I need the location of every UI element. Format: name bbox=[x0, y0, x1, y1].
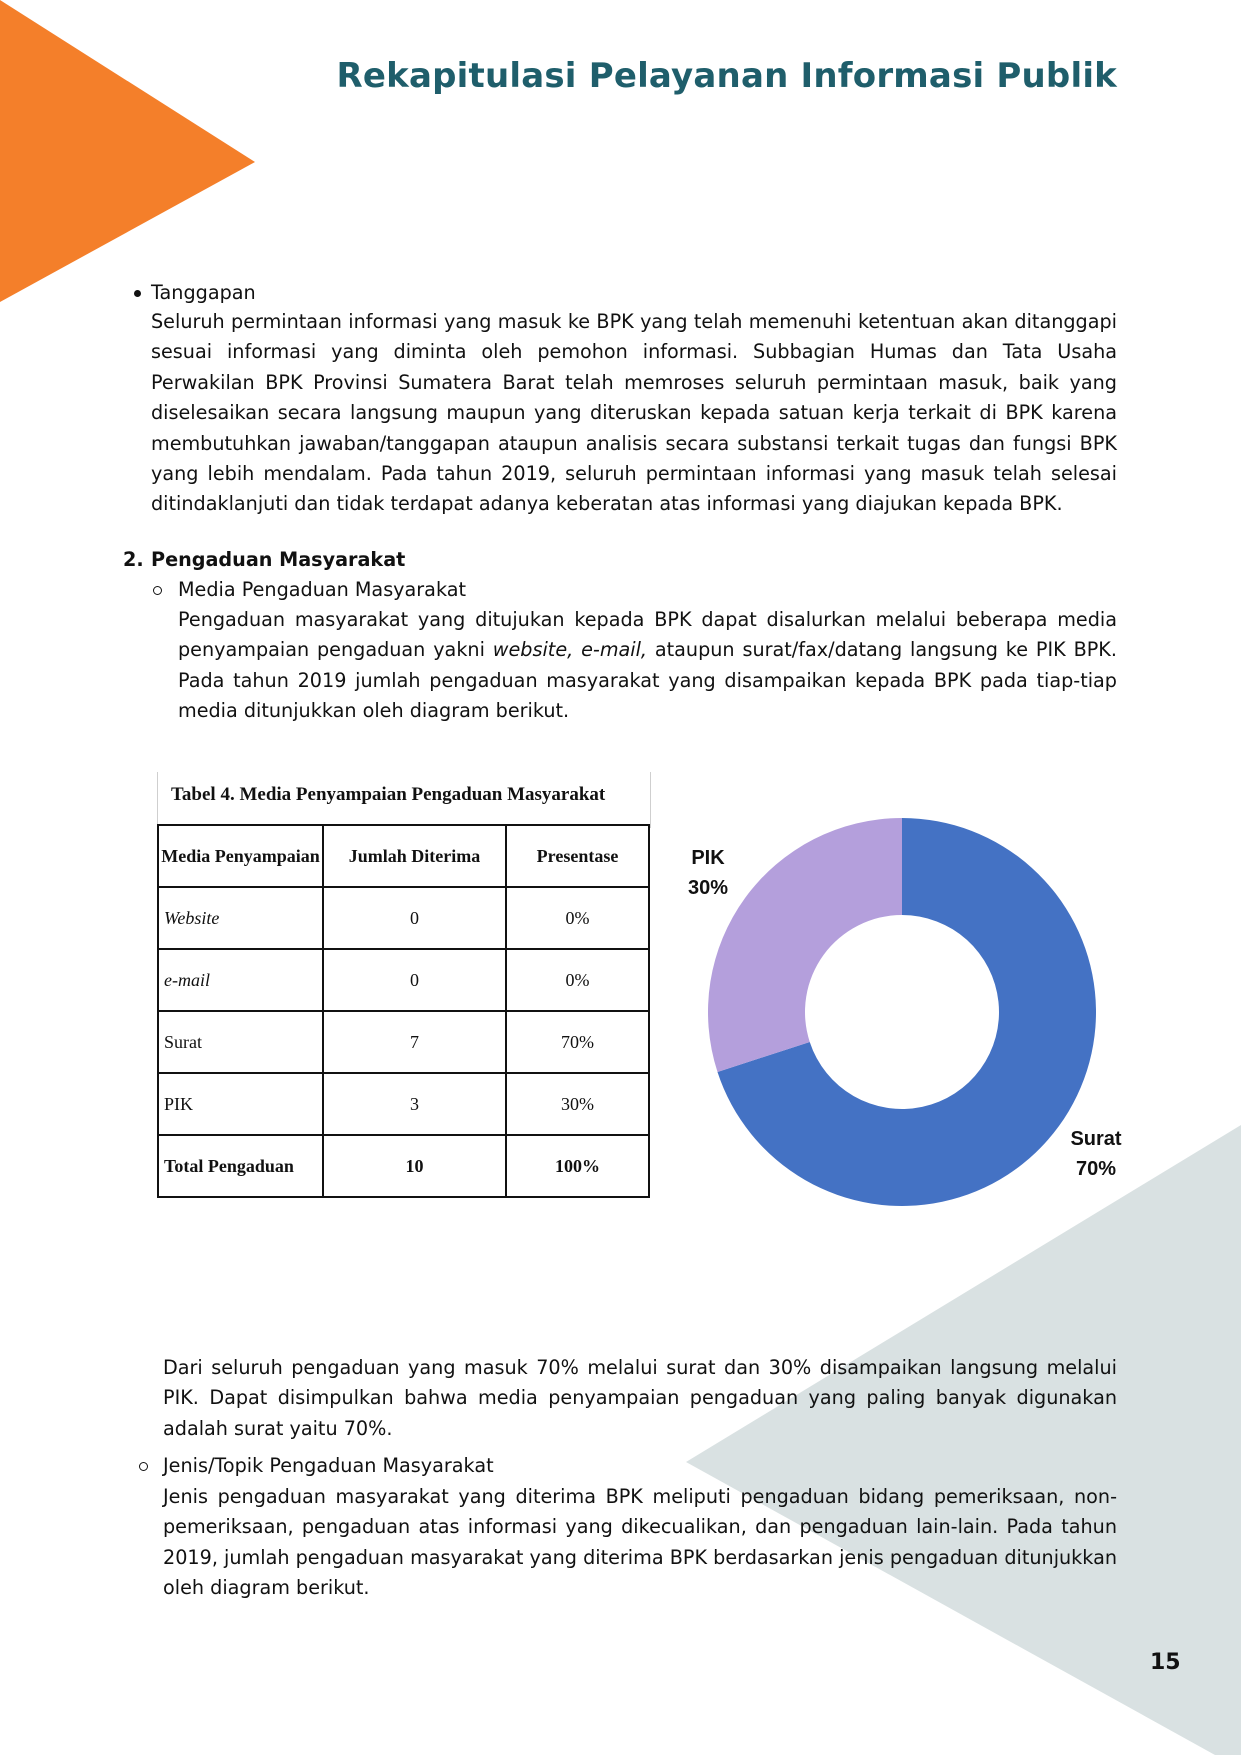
chart-label-pik: PIK 30% bbox=[687, 847, 729, 899]
table-cell: 0 bbox=[323, 949, 506, 1011]
table-cell: 30% bbox=[506, 1073, 649, 1135]
section-heading: Pengaduan Masyarakat bbox=[151, 548, 406, 571]
circle-bullet-icon bbox=[139, 1462, 148, 1471]
table-header-row bbox=[158, 825, 649, 887]
page-number: 15 bbox=[1150, 1650, 1181, 1675]
table-row bbox=[158, 949, 649, 1011]
table-caption: Tabel 4. Media Penyampaian Pengaduan Masyarakat bbox=[171, 784, 606, 805]
table-cell: 7 bbox=[323, 1011, 506, 1073]
table-cell: 0% bbox=[506, 949, 649, 1011]
table-row bbox=[158, 887, 649, 949]
media-heading: Media Pengaduan Masyarakat bbox=[178, 578, 466, 601]
orange-triangle bbox=[0, 0, 255, 302]
table-cell: 70% bbox=[506, 1011, 649, 1073]
table-cell: PIK bbox=[158, 1073, 323, 1135]
media-paragraph-italic: website, e-mail, bbox=[492, 638, 648, 662]
figure-border bbox=[157, 772, 158, 828]
table-cell: e-mail bbox=[158, 949, 323, 1011]
table-cell: 3 bbox=[323, 1073, 506, 1135]
media-paragraph-start: Pengaduan masyarakat yang ditujukan kepada BPK dapat disalurkan melalui beberapa media penyampaian pengaduan yakni bbox=[178, 608, 1117, 662]
table-cell: 0 bbox=[323, 887, 506, 949]
table-cell: 100% bbox=[506, 1135, 649, 1197]
table-total-row bbox=[158, 1135, 649, 1197]
table-cell: 10 bbox=[323, 1135, 506, 1197]
table-cell: Total Pengaduan bbox=[158, 1135, 323, 1197]
donut-slice-pik bbox=[708, 818, 902, 1072]
table-cell: 0% bbox=[506, 887, 649, 949]
tanggapan-paragraph: Seluruh permintaan informasi yang masuk ke BPK yang telah memenuhi ketentuan akan ditanggapi sesuai informasi yang diminta oleh pemohon informasi. Subbagian Humas dan Tata Usaha Perwakilan BPK Provinsi Sumatera Barat telah memroses seluruh permintaan masuk, baik yang diselesaikan secara langsung maupun yang diteruskan kepada satuan kerja terkait di BPK karena membutuhkan jawaban/tanggapan ataupun analisis secara substansi terkait tugas dan fungsi BPK yang lebih mendalam. Pada tahun 2019, seluruh permintaan informasi yang masuk telah selesai ditindaklanjuti dan tidak terdapat adanya keberatan atas informasi yang diajukan kepada BPK. bbox=[151, 310, 1117, 516]
media-paragraph-end: ataupun surat/fax/datang langsung ke PIK BPK. Pada tahun 2019 jumlah pengaduan masyarakat yang disampaikan kepada BPK pada tiap-tiap media ditunjukkan oleh diagram berikut. bbox=[178, 638, 1117, 723]
table-header-cell: Presentase bbox=[506, 825, 649, 887]
table-cell: Website bbox=[158, 887, 323, 949]
jenis-paragraph: Jenis pengaduan masyarakat yang diterima BPK meliputi pengaduan bidang pemeriksaan, non-pemeriksaan, pengaduan atas informasi yang dikecualikan, dan pengaduan lain-lain. Pada tahun 2019, jumlah pengaduan masyarakat yang diterima BPK berdasarkan jenis pengaduan ditunjukkan oleh diagram berikut. bbox=[163, 1485, 1117, 1600]
figure-border bbox=[650, 772, 651, 828]
media-paragraph bbox=[178, 605, 1117, 727]
media-donut-chart bbox=[660, 800, 1140, 1230]
page-title: Rekapitulasi Pelayanan Informasi Publik bbox=[336, 56, 1117, 96]
jenis-heading: Jenis/Topik Pengaduan Masyarakat bbox=[163, 1454, 494, 1477]
table-header-cell: Media Penyampaian bbox=[158, 825, 323, 887]
section-number: 2. bbox=[123, 548, 144, 571]
media-table bbox=[157, 824, 650, 1198]
table-row bbox=[158, 1073, 649, 1135]
chart-label-surat: Surat 70% bbox=[1070, 1128, 1122, 1180]
tanggapan-heading: Tanggapan bbox=[151, 281, 256, 304]
circle-bullet-icon bbox=[153, 586, 162, 595]
table-header-cell: Jumlah Diterima bbox=[323, 825, 506, 887]
media-table-figure bbox=[157, 772, 651, 1208]
conclusion-paragraph: Dari seluruh pengaduan yang masuk 70% melalui surat dan 30% disampaikan langsung melalui PIK. Dapat disimpulkan bahwa media penyampaian pengaduan yang paling banyak digunakan adalah surat yaitu 70%. bbox=[163, 1356, 1117, 1440]
table-cell: Surat bbox=[158, 1011, 323, 1073]
table-row bbox=[158, 1011, 649, 1073]
bullet-icon bbox=[134, 290, 141, 297]
